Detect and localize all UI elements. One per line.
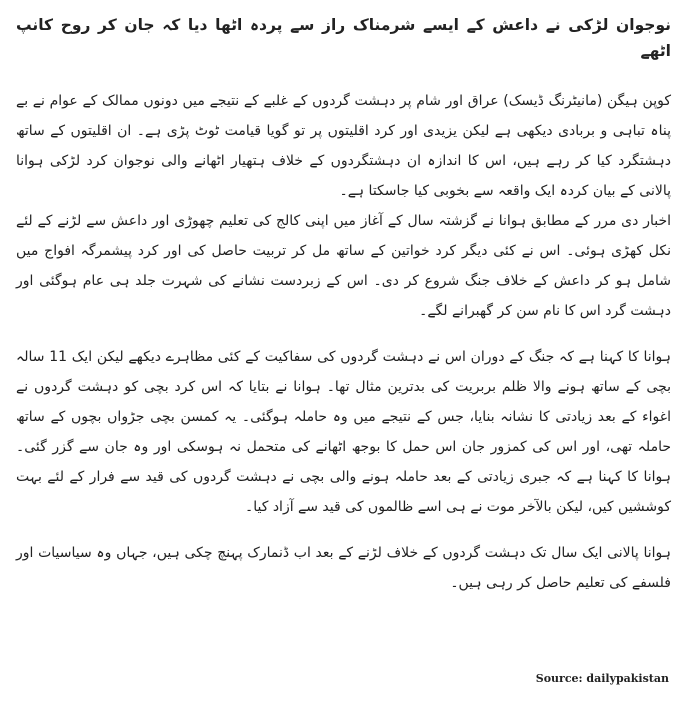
- paragraph-mirror-report: اخبار دی مرر کے مطابق ہوانا نے گزشتہ سال کے آغاز میں اپنی کالج کی تعلیم چھوڑی اور داعش سے لڑنے کے لئے نکل کھڑی ہوئی۔ اس نے کئی دیگر کرد خواتین کے ساتھ مل کر تربیت حاصل کی اور کرد پیشمرگہ افواج میں شامل ہو کر داعش کے خلاف جنگ شروع کر دی۔ اس کے زبردست نشانے کی شہرت جلد ہی عام ہوگئی اور دہشت گرد اس کا نام سن کر گھبرانے لگے۔: [16, 213, 671, 319]
- paragraph-spacer: [16, 326, 671, 342]
- article-headline: نوجوان لڑکی نے داعش کے ایسے شرمناک راز سے پردہ اٹھا دیا کہ جان کر روح کانپ اٹھے: [16, 16, 671, 60]
- source-credit: Source: dailypakistan: [535, 672, 669, 685]
- paragraph-conclusion: ہوانا پالانی ایک سال تک دہشت گردوں کے خلاف لڑنے کے بعد اب ڈنمارک پہنچ چکی ہیں، جہاں وہ سیاسیات اور فلسفے کی تعلیم حاصل کر رہی ہیں۔: [16, 545, 671, 591]
- paragraph-spacer: [16, 522, 671, 538]
- paragraph-intro: کوپن ہیگن (مانیٹرنگ ڈیسک) عراق اور شام پر دہشت گردوں کے غلبے کے نتیجے میں دونوں ممالک کے عوام نے بے پناہ تباہی و بربادی دیکھی ہے لیکن یزیدی اور کرد اقلیتوں پر تو گویا قیامت ٹوٹ پڑی ہے۔ ان اقلیتوں کے ساتھ دہشتگرد کیا کر رہے ہیں، اس کا اندازہ ان دہشتگردوں کے خلاف ہتھیار اٹھانے والی نوجوان کرد لڑکی ہوانا پالانی کے بیان کردہ ایک واقعہ سے بخوبی کیا جاسکتا ہے۔: [16, 93, 671, 199]
- paragraph-testimony: ہوانا کا کہنا ہے کہ جنگ کے دوران اس نے دہشت گردوں کی سفاکیت کے کئی مظاہرے دیکھے لیکن ایک 11 سالہ بچی کے ساتھ ہونے والا ظلم بربریت کی بدترین مثال تھا۔ ہوانا نے بتایا کہ اس کرد بچی کو دہشت گردوں نے اغواء کے بعد زیادتی کا نشانہ بنایا، جس کے نتیجے میں وہ حاملہ ہوگئی۔ یہ کمسن بچی جڑواں بچوں کے ساتھ حاملہ تھی، اور اس کی کمزور جان اس حمل کا بوجھ اٹھانے کی متحمل نہ ہوسکی اور وہ جان سے گزر گئی۔ ہوانا کا کہنا ہے کہ جبری زیادتی کے بعد حاملہ ہونے والی بچی نے دہشت گردوں کی قید سے فرار کے لئے بہت کوششیں کیں، لیکن بالآخر موت نے ہی اسے ظالموں کی قید سے آزاد کیا۔: [16, 349, 672, 515]
